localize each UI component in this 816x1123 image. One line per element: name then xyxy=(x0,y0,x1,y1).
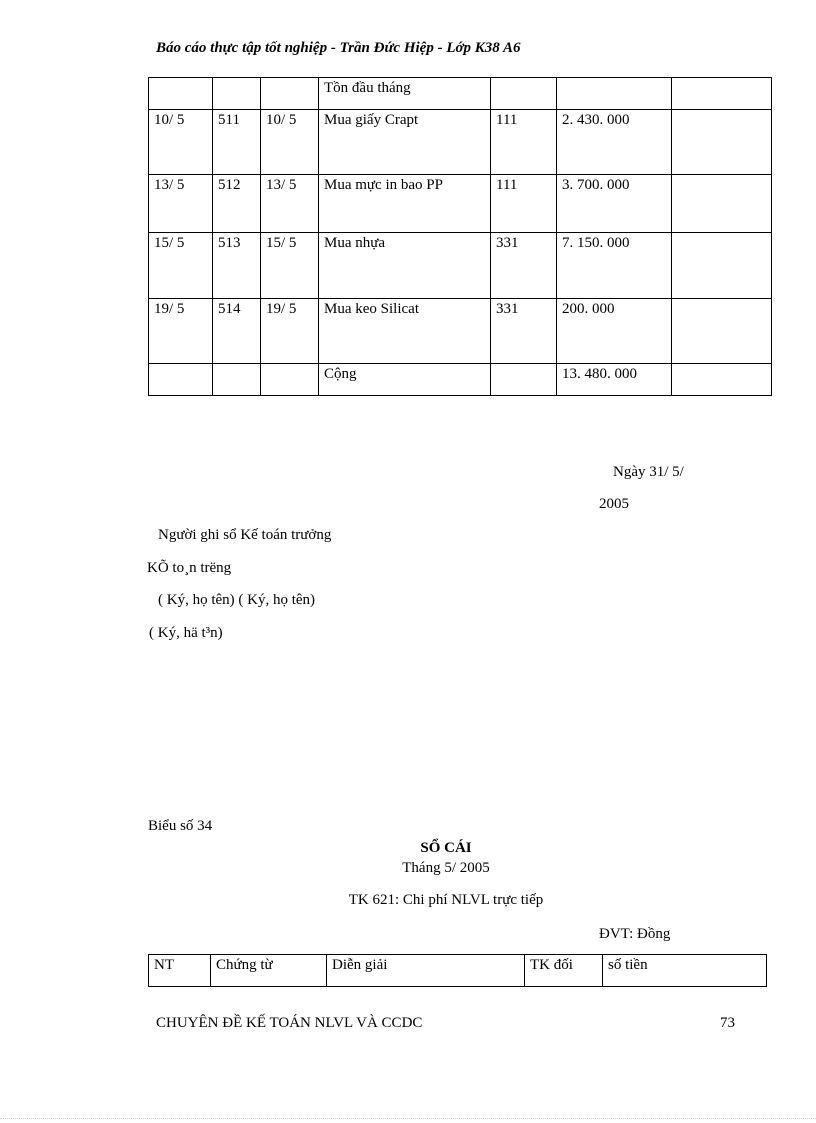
ledger-cell: 111 xyxy=(491,110,557,175)
ledger-cell: 13/ 5 xyxy=(149,175,213,233)
ledger-cell: 331 xyxy=(491,233,557,299)
ledger-cell xyxy=(672,364,772,396)
date-line-1: Ngày 31/ 5/ xyxy=(613,464,684,480)
ledger-cell: 15/ 5 xyxy=(149,233,213,299)
footer-title: CHUYÊN ĐỀ KẾ TOÁN NLVL VÀ CCDC xyxy=(156,1015,423,1031)
ledger-table xyxy=(148,77,772,396)
ledger-row xyxy=(149,233,772,299)
ledger-row xyxy=(149,110,772,175)
ledger-cell: 512 xyxy=(213,175,261,233)
ledger-cell: Cộng xyxy=(319,364,491,396)
ledger2-label: Biểu số 34 xyxy=(148,818,213,834)
ledger-cell: Tồn đầu tháng xyxy=(319,78,491,110)
ledger-cell xyxy=(557,78,672,110)
ledger-cell: 511 xyxy=(213,110,261,175)
header-cell-nt: NT xyxy=(149,955,211,987)
document-header: Báo cáo thực tập tốt nghiệp - Trần Đức Hiệp - Lớp K38 A6 xyxy=(156,40,521,56)
ledger-cell xyxy=(672,175,772,233)
ledger-cell: 3. 700. 000 xyxy=(557,175,672,233)
ledger-cell: 15/ 5 xyxy=(261,233,319,299)
ledger-cell: 19/ 5 xyxy=(149,299,213,364)
date-line-2: 2005 xyxy=(599,496,629,512)
ledger2-month: Tháng 5/ 2005 xyxy=(402,860,490,876)
ledger-cell: 19/ 5 xyxy=(261,299,319,364)
ledger-cell xyxy=(491,78,557,110)
ledger-cell: Mua keo Silicat xyxy=(319,299,491,364)
header-cell-chung-tu: Chứng từ xyxy=(211,955,327,987)
ledger-cell xyxy=(149,78,213,110)
ledger-cell xyxy=(213,364,261,396)
ledger-cell xyxy=(672,299,772,364)
ledger-cell xyxy=(672,110,772,175)
ledger-cell xyxy=(149,364,213,396)
ledger-cell: 10/ 5 xyxy=(149,110,213,175)
ledger-cell: 2. 430. 000 xyxy=(557,110,672,175)
ledger-cell: 331 xyxy=(491,299,557,364)
ledger-cell xyxy=(672,78,772,110)
ledger2-title: SỔ CÁI xyxy=(420,840,472,856)
signature-instructions: ( Ký, họ tên) ( Ký, họ tên) xyxy=(158,592,316,608)
signature-garbled-role: KÕ to¸n trëng xyxy=(147,560,232,576)
page-bottom-border xyxy=(0,1118,816,1119)
ledger-row xyxy=(149,364,772,396)
signature-garbled-instruction: ( Ký, hä t³n) xyxy=(149,625,223,641)
ledger-row xyxy=(149,299,772,364)
header-cell-dien-giai: Diễn giải xyxy=(327,955,525,987)
ledger-cell: Mua nhựa xyxy=(319,233,491,299)
ledger-cell xyxy=(491,364,557,396)
ledger-cell: 13/ 5 xyxy=(261,175,319,233)
ledger-cell: 13. 480. 000 xyxy=(557,364,672,396)
ledger-cell: 200. 000 xyxy=(557,299,672,364)
ledger-cell: 513 xyxy=(213,233,261,299)
signature-roles: Người ghi sổ Kế toán trưởng xyxy=(158,527,332,543)
header-cell-so-tien: số tiền xyxy=(603,955,767,987)
header-cell-tk-doi: TK đối xyxy=(525,955,603,987)
ledger-cell: 514 xyxy=(213,299,261,364)
ledger-row xyxy=(149,175,772,233)
ledger-cell xyxy=(261,364,319,396)
ledger2-unit: ĐVT: Đồng xyxy=(599,926,671,942)
ledger2-account: TK 621: Chi phí NLVL trực tiếp xyxy=(348,892,544,908)
ledger-cell: 10/ 5 xyxy=(261,110,319,175)
ledger2-header-table xyxy=(148,954,767,987)
ledger-cell: Mua mực in bao PP xyxy=(319,175,491,233)
ledger-cell: 111 xyxy=(491,175,557,233)
ledger-cell xyxy=(261,78,319,110)
ledger-cell: Mua giấy Crapt xyxy=(319,110,491,175)
ledger-cell xyxy=(213,78,261,110)
ledger-cell xyxy=(672,233,772,299)
ledger-cell: 7. 150. 000 xyxy=(557,233,672,299)
page-number: 73 xyxy=(720,1015,735,1031)
ledger-row xyxy=(149,78,772,110)
